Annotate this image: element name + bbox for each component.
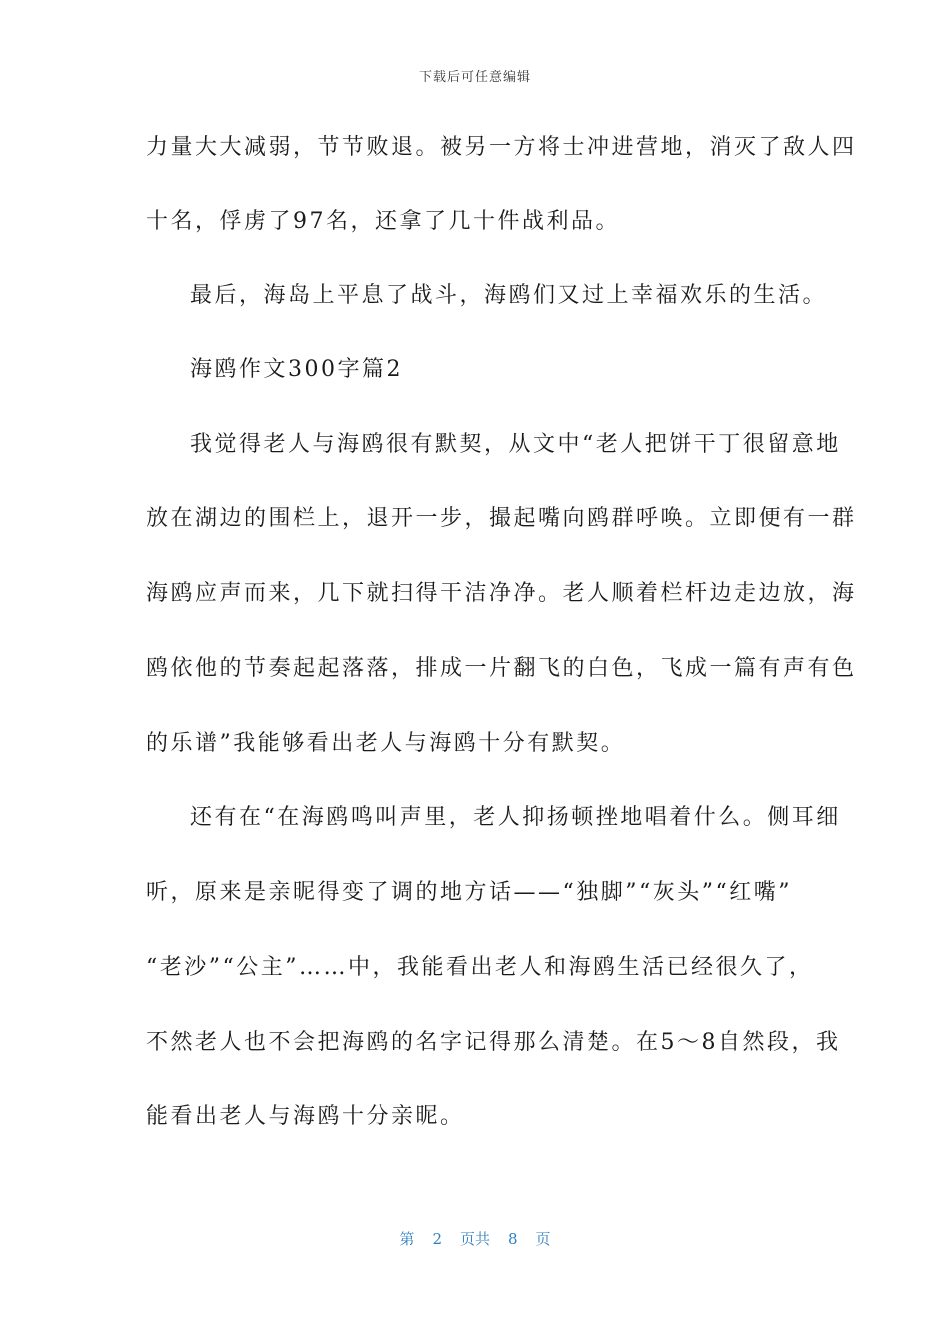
section-heading: 海鸥作文300字篇2 <box>190 357 403 382</box>
body-line-2: 十名，俘虏了97名，还拿了几十件战利品。 <box>146 209 620 234</box>
body-line-1: 力量大大减弱，节节败退。被另一方将士冲进营地，消灭了敌人四 <box>146 135 857 160</box>
body-line-3: 最后，海岛上平息了战斗，海鸥们又过上幸福欢乐的生活。 <box>190 283 828 308</box>
footer-suffix: 页 <box>535 1230 551 1248</box>
footer-current-page: 2 <box>432 1230 442 1248</box>
body-line-12: “老沙”“公主”……中，我能看出老人和海鸥生活已经很久了， <box>146 955 814 980</box>
footer-total-pages: 8 <box>508 1230 518 1248</box>
body-line-7: 海鸥应声而来，几下就扫得干洁净净。老人顺着栏杆边走边放，海 <box>146 581 857 606</box>
body-line-6: 放在湖边的围栏上，退开一步，撮起嘴向鸥群呼唤。立即便有一群 <box>146 506 857 531</box>
body-line-8: 鸥依他的节奏起起落落，排成一片翻飞的白色，飞成一篇有声有色 <box>146 656 857 681</box>
body-line-9: 的乐谱”我能够看出老人与海鸥十分有默契。 <box>146 731 626 756</box>
footer-prefix: 第 <box>399 1230 415 1248</box>
body-line-13: 不然老人也不会把海鸥的名字记得那么清楚。在5～8自然段，我 <box>146 1030 841 1055</box>
page-footer <box>0 1228 950 1249</box>
body-line-5: 我觉得老人与海鸥很有默契，从文中“老人把饼干丁很留意地 <box>190 432 841 457</box>
body-line-11: 听，原来是亲昵得变了调的地方话——“独脚”“灰头”“红嘴” <box>146 880 792 905</box>
body-line-14: 能看出老人与海鸥十分亲昵。 <box>146 1104 465 1129</box>
body-line-10: 还有在“在海鸥鸣叫声里，老人抑扬顿挫地唱着什么。侧耳细 <box>190 805 841 830</box>
page-header: 下载后可任意编辑 <box>418 70 531 85</box>
footer-middle: 页共 <box>459 1230 490 1248</box>
